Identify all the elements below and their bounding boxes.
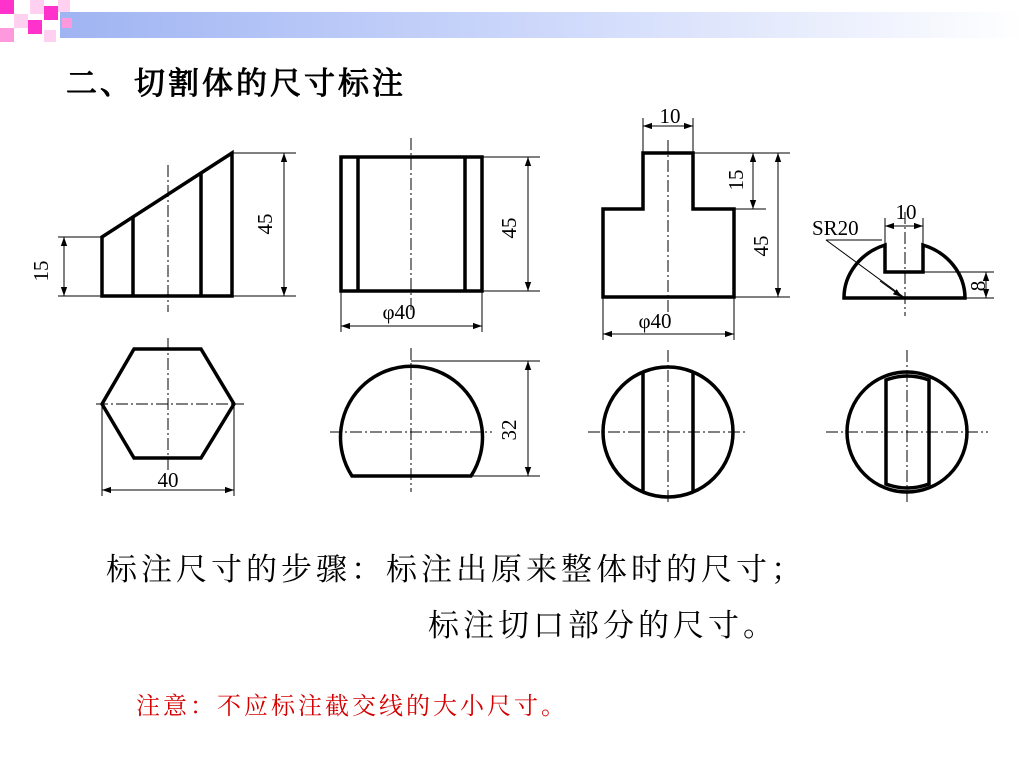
dimension-label-45: 45: [253, 213, 277, 235]
cut-cylinder-front-view: [341, 138, 540, 332]
dimension-label-10: 10: [895, 200, 917, 224]
cut-hexagonal-prism-top-view: [96, 338, 244, 496]
slotted-hemisphere-front-view: [812, 200, 994, 316]
cut-cylinder-top-view: [330, 348, 540, 492]
dimension-label-40: 40: [157, 468, 179, 492]
dimension-label-45: 45: [497, 217, 521, 239]
dimension-label-sr20: SR20: [812, 216, 859, 240]
dimension-label-phi40: φ40: [382, 300, 416, 324]
dimension-label-32: 32: [497, 419, 521, 441]
note-text: 注意：不应标注截交线的大小尺寸。: [136, 692, 568, 720]
dimension-label-8: 8: [966, 280, 990, 292]
steps-text-line-2: 标注切口部分的尺寸。: [428, 608, 778, 644]
notched-cylinder-top-view: [588, 350, 748, 505]
cut-hexagonal-prism-front-view: [29, 153, 296, 312]
slotted-hemisphere-top-view: [826, 350, 988, 505]
steps-text-line-1: 标注尺寸的步骤：标注出原来整体时的尺寸；: [106, 552, 806, 588]
notched-cylinder-front-view: [603, 104, 790, 340]
dimension-label-45: 45: [749, 235, 773, 257]
dimension-label-10: 10: [659, 104, 681, 128]
radius-leader-line: [826, 240, 905, 298]
dimension-label-15: 15: [29, 260, 53, 282]
dimension-label-15: 15: [724, 169, 748, 191]
slide-title: 二、切割体的尺寸标注: [66, 66, 406, 102]
dimension-label-phi40: φ40: [638, 309, 672, 333]
